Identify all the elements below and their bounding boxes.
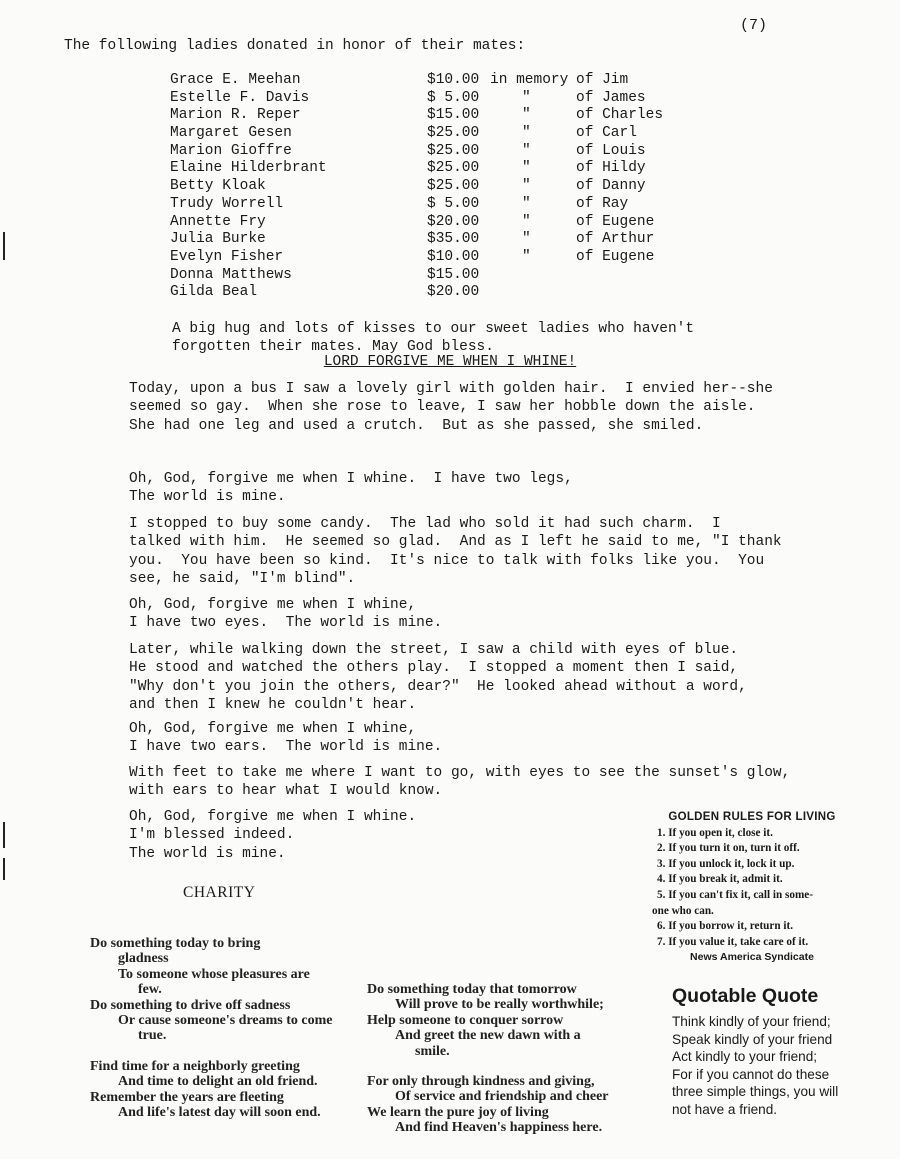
charity-line: few.: [138, 982, 162, 998]
donor-amount: $15.00: [427, 266, 480, 283]
donor-name: Margaret Gesen: [170, 125, 292, 142]
golden-rules-title: GOLDEN RULES FOR LIVING: [668, 811, 836, 823]
quote-title: Quotable Quote: [672, 985, 819, 1007]
page-number: (7): [740, 17, 768, 34]
donor-ditto: ": [522, 142, 531, 159]
poem-stanza: Today, upon a bus I saw a lovely girl with golden hair. I envied her--she seemed so gay. When she rose to leave, I saw her hobble down the aisle. She had one leg and used a crutch. But as she passed, she smiled.: [129, 381, 773, 434]
donor-mate: of Ray: [576, 195, 629, 212]
donor-name: Betty Kloak: [170, 178, 266, 195]
charity-line: We learn the pure joy of living: [367, 1104, 549, 1120]
charity-column-2: [367, 982, 609, 1136]
charity-line: Remember the years are fleeting: [90, 1089, 284, 1105]
rule-item: 7. If you value it, take care of it.: [657, 935, 809, 948]
donor-name: Julia Burke: [170, 231, 266, 248]
donor-ditto: ": [522, 213, 531, 230]
charity-line: And life's latest day will soon end.: [118, 1105, 321, 1121]
donor-ditto: ": [522, 160, 531, 177]
charity-title: CHARITY: [183, 884, 256, 901]
donor-amount: $10.00: [427, 248, 480, 265]
donor-mate: of Danny: [576, 178, 646, 195]
rule-item: 2. If you turn it on, turn it off.: [657, 842, 800, 855]
donor-amount: $20.00: [427, 213, 480, 230]
charity-line: Help someone to conquer sorrow: [367, 1012, 564, 1028]
rules-source: News America Syndicate: [690, 951, 814, 964]
donor-ditto: ": [522, 248, 531, 265]
quote-line: Speak kindly of your friend: [672, 1031, 833, 1047]
donor-amount: $25.00: [427, 142, 480, 159]
quote-line: not have a friend.: [672, 1101, 778, 1117]
donor-name: Annette Fry: [170, 213, 266, 230]
donor-name: Elaine Hilderbrant: [170, 160, 327, 177]
poem-refrain: Oh, God, forgive me when I whine. I have two legs, The world is mine.: [129, 471, 573, 506]
donation-intro: The following ladies donated in honor of their mates:: [64, 38, 526, 54]
donor-amount: $20.00: [427, 284, 480, 301]
donor-mate: of Arthur: [576, 231, 655, 248]
charity-line: Do something today to bring: [90, 936, 261, 951]
poem-title: LORD FORGIVE ME WHEN I WHINE!: [323, 354, 577, 370]
donor-name: Marion Gioffre: [170, 142, 292, 159]
rule-item: 4. If you break it, admit it.: [657, 873, 783, 886]
charity-line: And greet the new dawn with a: [395, 1028, 581, 1044]
quote-line: Act kindly to your friend;: [672, 1049, 818, 1065]
rule-item: 3. If you unlock it, lock it up.: [657, 857, 795, 870]
donor-amount: $25.00: [427, 125, 480, 142]
charity-line: For only through kindness and giving,: [367, 1074, 595, 1090]
donor-ditto: ": [522, 178, 531, 195]
rule-item: 1. If you open it, close it.: [657, 826, 773, 839]
donor-mate: of Hildy: [576, 160, 646, 177]
poem-refrain: Oh, God, forgive me when I whine, I have two ears. The world is mine.: [129, 721, 443, 756]
donor-amount: $25.00: [427, 160, 480, 177]
poem-stanza: I stopped to buy some candy. The lad who sold it had such charm. I talked with him. He seemed so glad. And as I left he said to me, "I thank you. You have been so kind. It's nice to talk with folks like you. You see, he said, "I'm blind".: [129, 516, 782, 587]
charity-line: Or cause someone's dreams to come: [118, 1013, 333, 1029]
rule-item: one who can.: [652, 904, 714, 917]
donor-name: Evelyn Fisher: [170, 248, 284, 265]
hug-message: A big hug and lots of kisses to our sweet ladies who haven't forgotten their mates. May God bless.: [172, 321, 695, 355]
rule-item: 6. If you borrow it, return it.: [657, 920, 794, 933]
donor-mate: of Jim: [576, 72, 629, 88]
donor-amount: $35.00: [427, 231, 480, 248]
donor-mate: of Charles: [576, 107, 664, 124]
charity-line: true.: [138, 1028, 167, 1044]
golden-rules: [652, 810, 852, 966]
rule-item: 5. If you can't fix it, call in some-: [657, 888, 813, 901]
binding-mark: [3, 858, 5, 880]
donor-amount: $25.00: [427, 178, 480, 195]
donor-ditto: in memory: [490, 72, 569, 88]
binding-mark: [3, 822, 5, 848]
donor-ditto: ": [522, 195, 531, 212]
donor-amount: $ 5.00: [427, 195, 480, 212]
charity-line: Find time for a neighborly greeting: [90, 1058, 300, 1074]
charity-line: Will prove to be really worthwhile;: [395, 997, 604, 1013]
charity-line: And find Heaven's happiness here.: [395, 1120, 603, 1136]
donor-amount: $15.00: [427, 107, 480, 124]
charity-line: gladness: [118, 951, 169, 967]
donor-name: Trudy Worrell: [170, 195, 284, 212]
charity-line: Of service and friendship and cheer: [395, 1089, 609, 1105]
poem-refrain: Oh, God, forgive me when I whine, I have two eyes. The world is mine.: [129, 597, 443, 632]
binding-mark: [3, 232, 5, 260]
quote-line: For if you cannot do these: [672, 1066, 830, 1082]
donor-name: Gilda Beal: [170, 284, 258, 301]
donor-ditto: ": [522, 107, 531, 124]
quote-line: Think kindly of your friend;: [672, 1014, 831, 1029]
charity-line: Do something today that tomorrow: [367, 982, 577, 997]
donor-ditto: ": [522, 231, 531, 248]
donor-amount: $10.00: [427, 72, 480, 88]
charity-line: To someone whose pleasures are: [118, 966, 310, 982]
donor-ditto: ": [522, 89, 531, 106]
charity-line: Do something to drive off sadness: [90, 997, 291, 1013]
donor-amount: $ 5.00: [427, 89, 480, 106]
poem-stanza: With feet to take me where I want to go, with eyes to see the sunset's glow, with ears to hear what I would know.: [129, 765, 791, 800]
poem-stanza: Later, while walking down the street, I saw a child with eyes of blue. He stood and watched the others play. I stopped a moment then I said, "Why don't you join the others, dear?" He looked ahead without a word, and then I knew he couldn't hear.: [129, 642, 747, 713]
quote-line: three simple things, you will: [672, 1084, 839, 1100]
poem-refrain: Oh, God, forgive me when I whine. I'm blessed indeed. The world is mine.: [129, 809, 417, 862]
charity-line: And time to delight an old friend.: [118, 1074, 318, 1090]
donor-mate: of Eugene: [576, 213, 655, 230]
donor-mate: of Louis: [576, 142, 646, 159]
donor-ditto: ": [522, 125, 531, 142]
quote-text: [672, 1013, 838, 1119]
donor-mate: of James: [576, 89, 646, 106]
donor-name: Grace E. Meehan: [170, 72, 301, 88]
donor-name: Marion R. Reper: [170, 107, 301, 124]
donor-name: Donna Matthews: [170, 266, 292, 283]
charity-column-1: [90, 936, 333, 1120]
donor-name: Estelle F. Davis: [170, 89, 310, 106]
donor-mate: of Eugene: [576, 248, 655, 265]
donor-mate: of Carl: [576, 125, 637, 142]
charity-line: smile.: [415, 1043, 450, 1059]
